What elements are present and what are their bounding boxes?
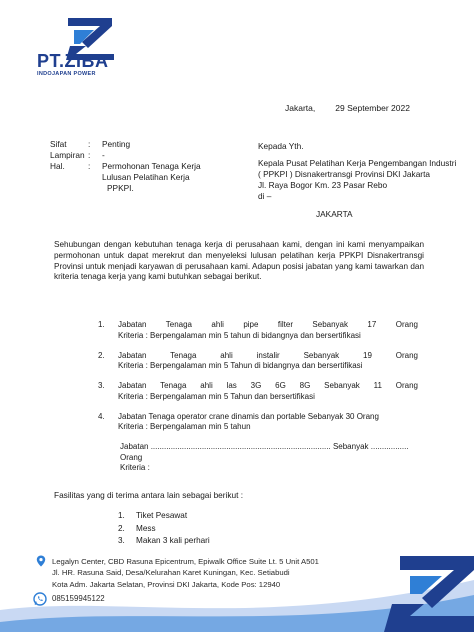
list-number: 2.: [98, 350, 105, 360]
recipient-line: Jl. Raya Bogor Km. 23 Pasar Rebo: [258, 180, 388, 190]
meta-key: Sifat: [50, 139, 67, 149]
facility-label: Mess: [136, 523, 156, 533]
meta-value: -: [102, 150, 105, 160]
list-item: [98, 350, 418, 372]
address-line: Kota Adm. Jakarta Selatan, Provinsi DKI Jakarta, Kode Pos: 12940: [52, 579, 281, 589]
footer-phone: 085159945122: [52, 594, 105, 603]
list-number: 3.: [118, 536, 125, 546]
meta-sep: :: [88, 139, 91, 149]
meta-key: Hal.: [50, 161, 65, 171]
meta-key: [50, 183, 88, 194]
meta-row: [50, 172, 227, 183]
meta-row: [50, 161, 227, 172]
footer-logo-decoration: [370, 548, 474, 632]
position-title: Jabatan Tenaga operator crane dinamis dan portable Sebanyak 30 Orang: [118, 411, 379, 421]
meta-row: [50, 139, 227, 150]
location-pin-icon: [35, 555, 47, 567]
list-number: 1.: [98, 320, 105, 329]
company-name: PT.ZIBA: [37, 51, 109, 71]
list-item: [98, 411, 418, 433]
position-title: Jabatan Tenaga ahli instalir Sebanyak 19 Orang: [118, 350, 418, 360]
position-criteria: Kriteria : Berpengalaman min 5 Tahun dan bersertifikasi: [118, 391, 315, 401]
recipient-line: ( PPKPI ) Disnakertransgi Provinsi DKI Jakarta: [258, 169, 430, 179]
meta-sep: [88, 172, 102, 183]
recipient-line: di –: [258, 191, 272, 201]
positions-list: [98, 320, 418, 483]
recipient-salutation: Kepada Yth.: [258, 141, 304, 151]
letter-date: [285, 103, 410, 113]
meta-sep: :: [88, 161, 91, 171]
company-tagline: INDOJAPAN POWER: [37, 71, 96, 77]
meta-value: Penting: [102, 139, 131, 149]
list-number: 3.: [98, 381, 105, 390]
list-item: [118, 523, 210, 536]
facilities-intro: Fasilitas yang di terima antara lain sebagai berikut :: [54, 490, 244, 500]
position-title: Jabatan ................................................................................. Sebanyak ................. Orang: [120, 442, 409, 462]
meta-sep: [88, 183, 102, 194]
list-item: [98, 381, 418, 402]
list-item: [118, 510, 210, 523]
list-number: 1.: [118, 511, 125, 520]
meta-value: Lulusan Pelatihan Kerja: [102, 172, 190, 182]
position-criteria: Kriteria : Berpengalaman min 5 tahun di bidangnya dan bersertifikasi: [118, 330, 361, 340]
address-line: Legalyn Center, CBD Rasuna Epicentrum, Epiwalk Office Suite Lt. 5 Unit A501: [52, 557, 319, 566]
list-number: 4.: [98, 411, 105, 421]
meta-value: Permohonan Tenaga Kerja: [102, 161, 201, 171]
position-title: Jabatan Tenaga ahli las 3G 6G 8G Sebanyak 11 Orang: [118, 381, 418, 390]
meta-key: Lampiran: [50, 150, 85, 160]
meta-row: [50, 150, 227, 161]
position-criteria: Kriteria : Berpengalaman min 5 tahun: [118, 422, 251, 431]
footer-address: [52, 556, 319, 590]
recipient-line: Kepala Pusat Pelatihan Kerja Pengembangan Industri: [258, 158, 457, 168]
recipient-city: JAKARTA: [316, 209, 353, 219]
meta-key: [50, 172, 88, 183]
meta-row: [50, 183, 227, 194]
position-title: Jabatan Tenaga ahli pipe filter Sebanyak 17 Orang: [118, 320, 418, 329]
address-line: Jl. HR. Rasuna Said, Desa/Kelurahan Karet Kuningan, Kec. Setiabudi: [52, 568, 290, 578]
body-paragraph: Sehubungan dengan kebutuhan tenaga kerja di perusahaan kami, dengan ini kami menyampaikan permohonan untuk dapat merekrut dan menyeleksi lulusan pelatihan kerja PPKPI Disnakertransgi Provinsi untuk menjadi karyawan di perusahaan kami. Adapun posisi jabatan yang kami tawarkan dan kriteria tenaga kerja yang kami butuhkan sebagai berikut.: [54, 240, 424, 282]
recipient-block: [258, 141, 456, 220]
facility-label: Makan 3 kali perhari: [136, 536, 210, 546]
whatsapp-icon: [33, 592, 47, 606]
list-number: [98, 442, 118, 474]
letter-meta: [50, 139, 227, 194]
date-value: 29 September 2022: [335, 103, 410, 113]
date-city: Jakarta,: [285, 103, 316, 113]
position-criteria: Kriteria : Berpengalaman min 5 Tahun di bidangnya dan bersertifikasi: [118, 361, 363, 370]
facility-label: Tiket Pesawat: [136, 511, 188, 520]
meta-sep: :: [88, 150, 91, 160]
meta-value: PPKPI.: [107, 183, 134, 193]
list-number: 2.: [118, 523, 125, 533]
position-criteria: Kriteria :: [120, 463, 150, 472]
list-item: [98, 320, 418, 341]
list-item: [118, 442, 418, 474]
